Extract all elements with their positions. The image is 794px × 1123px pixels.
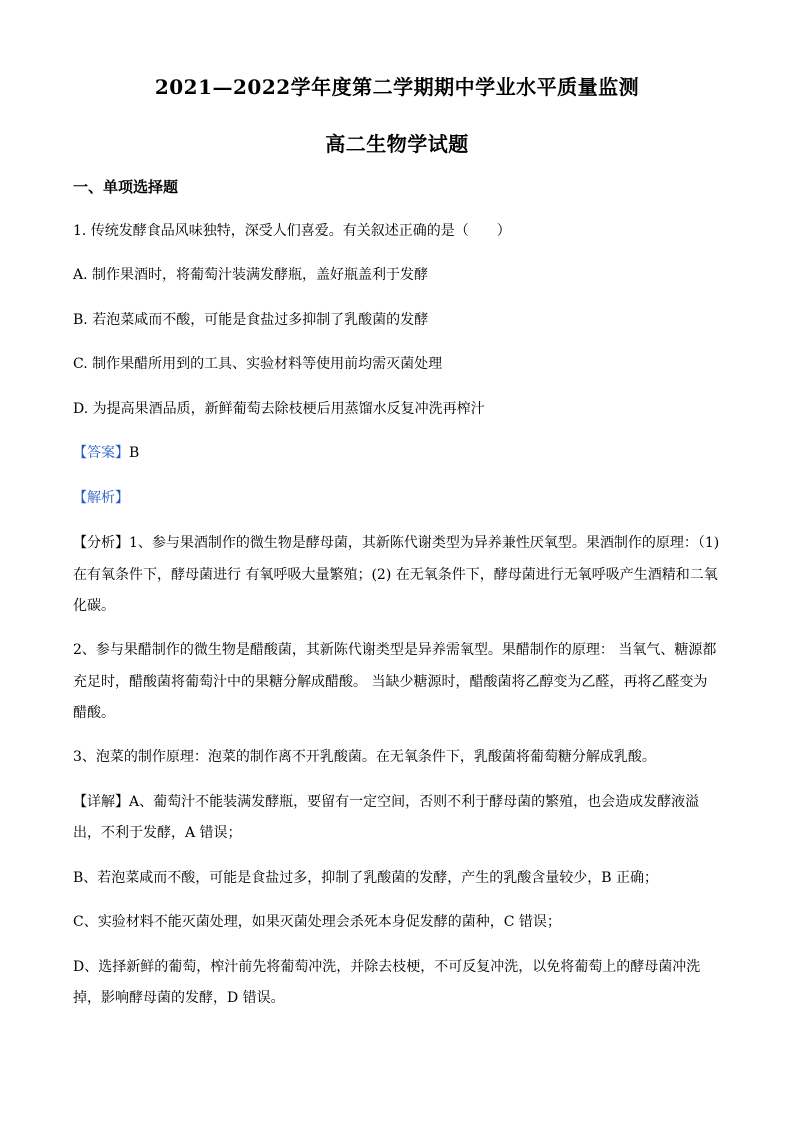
analysis-p3-line-1: 3、泡菜的制作原理：泡菜的制作离不开乳酸菌。在无氧条件下，乳酸菌将葡萄糖分解成乳酸。 <box>73 749 656 765</box>
analysis-label: 【解析】 <box>73 490 129 506</box>
exam-subtitle: 高二生物学试题 <box>325 132 469 156</box>
detail-a-text-1: A、葡萄汁不能装满发酵瓶，要留有一定空间，否则不利于酵母菌的繁殖，也会造成发酵液溢 <box>129 794 700 810</box>
analysis-p1-line-2: 在有氧条件下，酵母菌进行 有氧呼吸大量繁殖；(2) 在无氧条件下，酵母菌进行无氧呼吸产生酒精和二氧 <box>73 567 718 583</box>
analysis-p1-line-3: 化碳。 <box>73 598 115 614</box>
analysis-p2-line-1: 2、参与果醋制作的微生物是醋酸菌，其新陈代谢类型是异养需氧型。果醋制作的原理： 当氧气、糖源都 <box>73 642 717 658</box>
detail-d-line-1: D、选择新鲜的葡萄，榨汁前先将葡萄冲洗，并除去枝梗，不可反复冲洗，以免将葡萄上的酵母菌冲洗 <box>73 959 701 975</box>
fenxi-label: 【分析】 <box>73 535 129 551</box>
option-d: D. 为提高果酒品质，新鲜葡萄去除枝梗后用蒸馏水反复冲洗再榨汁 <box>73 401 485 417</box>
analysis-p1-line-1 <box>73 533 723 553</box>
analysis-p2-line-3: 醋酸。 <box>73 705 115 721</box>
option-c: C. 制作果醋所用到的工具、实验材料等使用前均需灭菌处理 <box>73 356 443 372</box>
option-b: B. 若泡菜咸而不酸，可能是食盐过多抑制了乳酸菌的发酵 <box>73 312 429 328</box>
detail-a-line-1 <box>73 792 723 812</box>
detail-a-line-2: 出，不利于发酵，A 错误； <box>73 825 242 841</box>
question-stem: 1. 传统发酵食品风味独特，深受人们喜爱。有关叙述正确的是（ ） <box>73 223 511 239</box>
detail-d-line-2: 掉，影响酵母菌的发酵，D 错误。 <box>73 990 285 1006</box>
analysis-label-line <box>73 488 723 508</box>
answer-label: 【答案】 <box>73 445 129 461</box>
xiangjie-label: 【详解】 <box>73 794 129 810</box>
section-heading: 一、单项选择题 <box>73 178 179 196</box>
answer-line <box>73 443 723 463</box>
detail-c-line-1: C、实验材料不能灭菌处理，如果灭菌处理会杀死本身促发酵的菌种，C 错误； <box>73 914 561 930</box>
analysis-p1-text-1: 1、参与果酒制作的微生物是酵母菌，其新陈代谢类型为异养兼性厌氧型。果酒制作的原理：（1) <box>129 535 720 551</box>
answer-value: B <box>129 445 140 461</box>
exam-title: 2021—2022学年度第二学期期中学业水平质量监测 <box>154 75 640 99</box>
analysis-p2-line-2: 充足时，醋酸菌将葡萄汁中的果糖分解成醋酸。 当缺少糖源时，醋酸菌将乙醇变为乙醛，再将乙醛变为 <box>73 674 708 690</box>
option-a: A. 制作果酒时，将葡萄汁装满发酵瓶，盖好瓶盖利于发酵 <box>73 267 429 283</box>
detail-b-line-1: B、若泡菜咸而不酸，可能是食盐过多，抑制了乳酸菌的发酵，产生的乳酸含量较少，B 正确； <box>73 870 659 886</box>
